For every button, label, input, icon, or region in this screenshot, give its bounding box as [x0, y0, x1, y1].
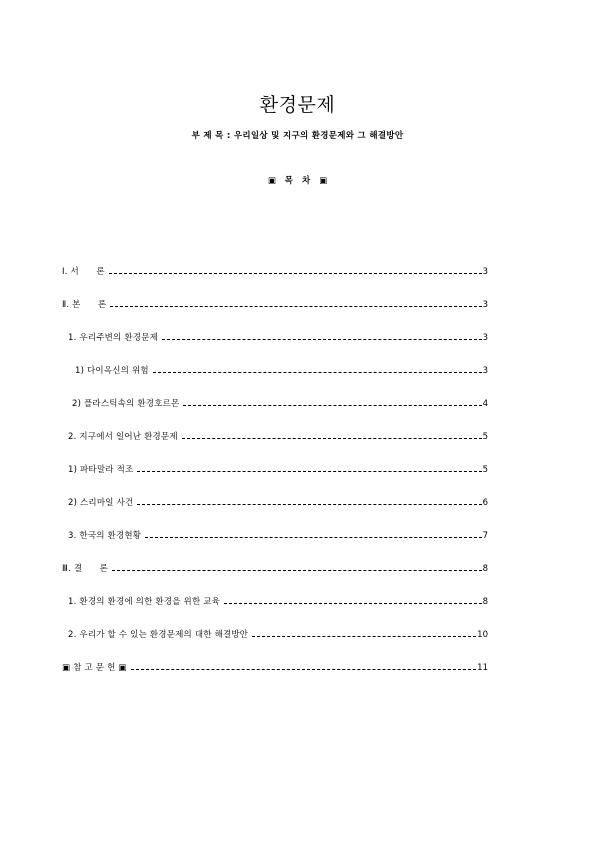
toc-entry-label: 2. 우리가 할 수 있는 환경문제의 대한 해결방안 [68, 630, 249, 640]
toc-leader [131, 669, 477, 670]
toc-entry-label: 1. 환경의 환경에 의한 환경을 위한 교육 [68, 597, 221, 607]
toc-entry-label: Ⅱ. 본 론 [62, 300, 107, 310]
toc-entry [68, 530, 488, 542]
toc-entry [62, 563, 488, 575]
toc-entry-label: 2. 지구에서 일어난 환경문제 [68, 432, 178, 442]
toc-entry-page: 8 [482, 564, 488, 574]
toc-entry [68, 596, 488, 608]
document-subtitle: 부 제 목 : 우리일상 및 지구의 환경문제와 그 해결방안 [191, 131, 404, 141]
toc-leader [145, 537, 481, 538]
toc-entry [68, 431, 488, 443]
toc-entry [68, 464, 488, 476]
toc-entry-label: 2) 스리마일 사건 [68, 498, 134, 508]
toc-entry-label: 1. 우리주변의 환경문제 [68, 333, 159, 343]
toc-entry-page: 6 [482, 498, 488, 508]
toc-entry-page: 8 [482, 597, 488, 607]
toc-entry-page: 3 [482, 267, 488, 277]
toc-leader [110, 306, 481, 307]
toc-leader [162, 339, 482, 340]
toc-leader [252, 636, 476, 637]
toc-entry [62, 662, 488, 674]
toc-heading: ▣ 목 차 ▣ [267, 176, 328, 186]
toc-leader [224, 603, 481, 604]
toc-entry-page: 3 [482, 300, 488, 310]
toc-entry-page: 7 [482, 531, 488, 541]
toc-leader [112, 570, 481, 571]
toc-entry-label: 3. 한국의 환경현황 [68, 531, 142, 541]
toc-entry-page: 5 [482, 432, 488, 442]
toc-entry-page: 4 [482, 399, 488, 409]
toc-entry [68, 332, 488, 344]
page-title: 환경문제 [259, 94, 336, 116]
toc-entry [72, 398, 488, 410]
toc-entry [62, 299, 488, 311]
toc-entry-page: 10 [477, 630, 488, 640]
toc-entry [68, 629, 488, 641]
toc-leader [137, 504, 481, 505]
toc-entry-label: 1) 다이옥신의 위험 [75, 366, 149, 376]
toc-leader [109, 273, 482, 274]
toc-entry-page: 11 [477, 663, 488, 673]
toc-entry-label: 1) 파타말라 적조 [68, 465, 134, 475]
toc-entry-label: ▣ 참 고 문 헌 ▣ [62, 663, 127, 673]
toc-leader [137, 471, 481, 472]
toc-entry [62, 266, 488, 278]
toc-leader [183, 405, 481, 406]
toc-entry-page: 3 [482, 333, 488, 343]
toc-entry-page: 5 [482, 465, 488, 475]
toc-entry-label: 2) 플라스틱속의 환경호르몬 [72, 399, 180, 409]
toc-entry [75, 365, 488, 377]
toc-entry-label: Ⅲ. 결 론 [62, 564, 109, 574]
toc-entry [68, 497, 488, 509]
toc-leader [182, 438, 482, 439]
toc-entry-page: 3 [482, 366, 488, 376]
toc-entry-label: Ⅰ. 서 론 [62, 267, 105, 277]
toc-leader [153, 372, 482, 373]
